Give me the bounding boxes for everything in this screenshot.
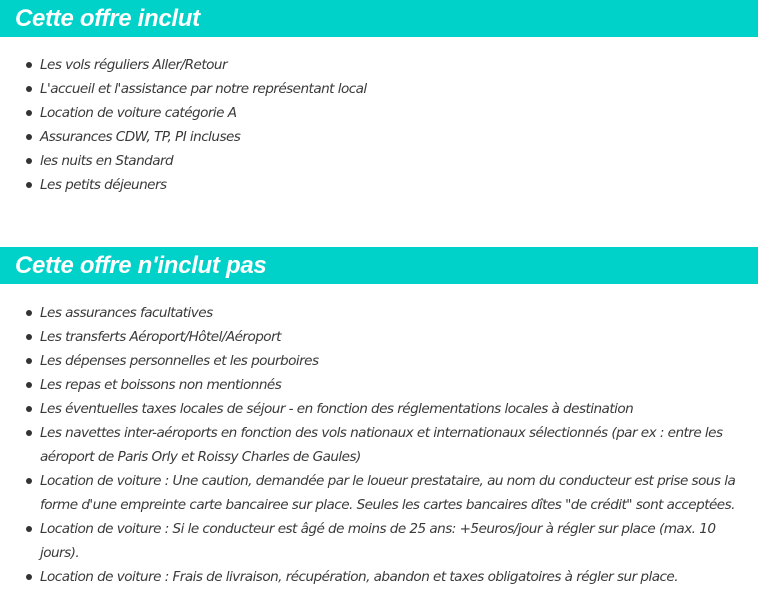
included-title: Cette offre inclut (0, 0, 758, 37)
bullet-icon (26, 382, 32, 388)
list-item: Assurances CDW, TP, PI incluses (40, 125, 758, 149)
not-included-section (0, 247, 758, 589)
bullet-icon (26, 310, 32, 316)
list-item: Les assurances facultatives (40, 301, 758, 325)
list-item: Location de voiture : Si le conducteur est âgé de moins de 25 ans: +5euros/jour à régler sur place (max. 10 jours). (40, 517, 758, 565)
bullet-icon (26, 478, 32, 484)
bullet-icon (26, 158, 32, 164)
list-item: Location de voiture : Frais de livraison, récupération, abandon et taxes obligatoires à régler sur place. (40, 565, 758, 589)
not-included-list (0, 284, 758, 589)
bullet-icon (26, 86, 32, 92)
bullet-icon (26, 574, 32, 580)
bullet-icon (26, 358, 32, 364)
list-item: Les repas et boissons non mentionnés (40, 373, 758, 397)
included-section (0, 0, 758, 197)
list-item: Les éventuelles taxes locales de séjour - en fonction des réglementations locales à destination (40, 397, 758, 421)
bullet-icon (26, 62, 32, 68)
list-item: Les dépenses personnelles et les pourboires (40, 349, 758, 373)
list-item: Location de voiture : Une caution, demandée par le loueur prestataire, au nom du conducteur est prise sous la forme d'une empreinte carte bancairee sur place. Seules les cartes bancaires dîtes "de crédit" sont acceptées. (40, 469, 758, 517)
not-included-title: Cette offre n'inclut pas (0, 247, 758, 284)
bullet-icon (26, 110, 32, 116)
list-item: Les transferts Aéroport/Hôtel/Aéroport (40, 325, 758, 349)
included-list (0, 37, 758, 197)
bullet-icon (26, 430, 32, 436)
bullet-icon (26, 134, 32, 140)
list-item: Les vols réguliers Aller/Retour (40, 53, 758, 77)
bullet-icon (26, 526, 32, 532)
list-item: L'accueil et l'assistance par notre représentant local (40, 77, 758, 101)
bullet-icon (26, 334, 32, 340)
list-item: les nuits en Standard (40, 149, 758, 173)
list-item: Les navettes inter-aéroports en fonction des vols nationaux et internationaux sélectionnés (par ex : entre les aéroport de Paris Orly et Roissy Charles de Gaules) (40, 421, 758, 469)
bullet-icon (26, 182, 32, 188)
bullet-icon (26, 406, 32, 412)
list-item: Location de voiture catégorie A (40, 101, 758, 125)
list-item: Les petits déjeuners (40, 173, 758, 197)
